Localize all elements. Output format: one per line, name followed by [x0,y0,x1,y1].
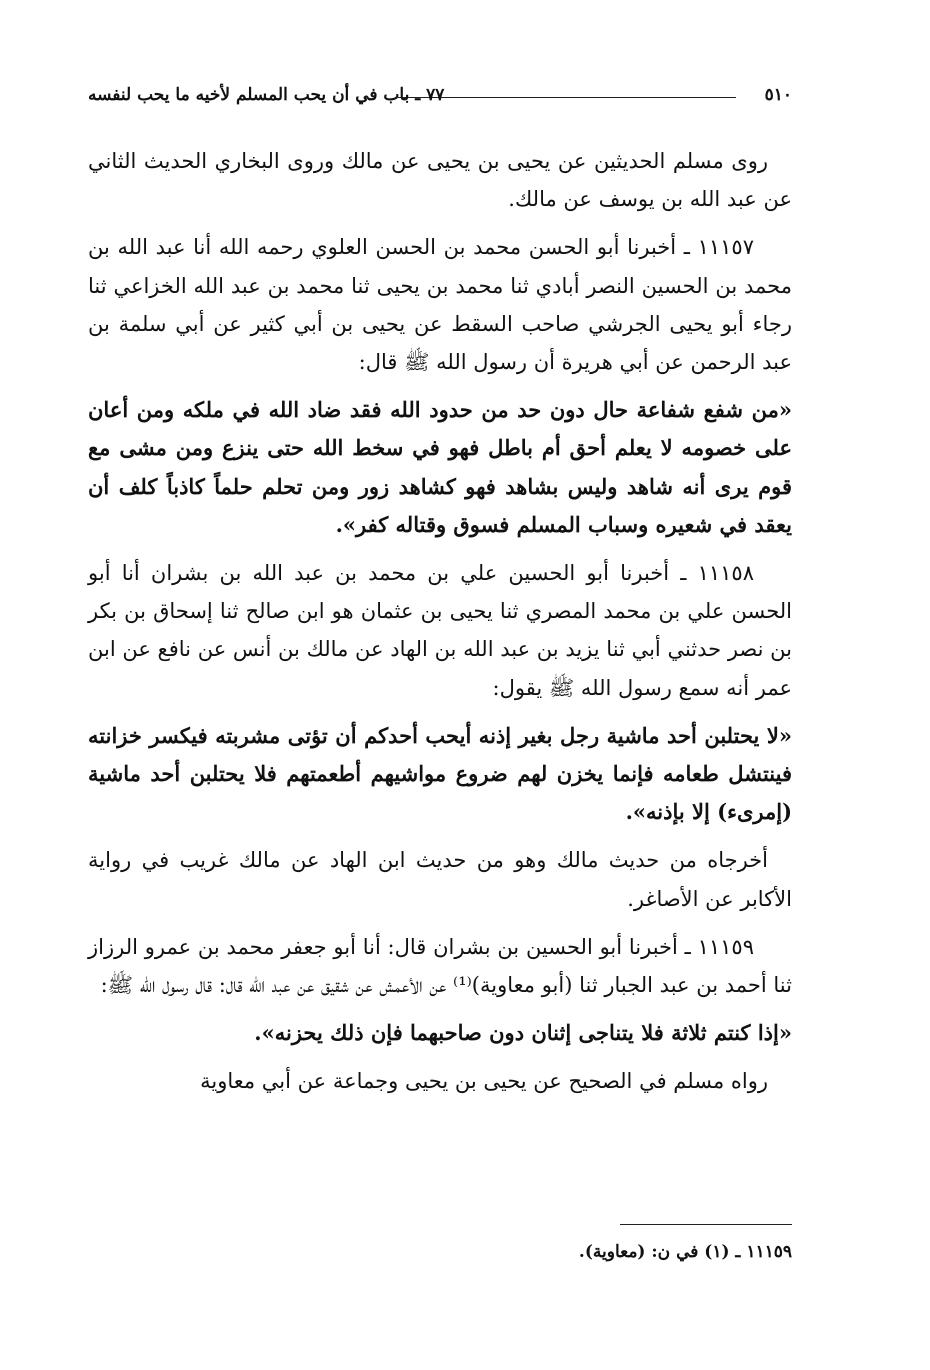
paragraph-quote: «إذا كنتم ثلاثة فلا يتناجى إثنان دون صاحبهما فإن ذلك يحزنه». [254,1020,792,1046]
paragraph-hadith-11157: ١١١٥٧ ـ أخبرنا أبو الحسن محمد بن الحسن العلوي رحمه الله أنا عبد الله بن محمد بن الحسين النصر أبادي ثنا محمد بن يحيى ثنا محمد بن عبد الله الخزاعي ثنا رجاء أبو يحيى الجرشي صاحب السقط عن يحيى بن أبي كثير عن أبي سلمة بن عبد الرحمن عن أبي هريرة أن رسول الله ﷺ قال: [88,235,792,375]
paragraph-hadith-11159: ١١١٥٩ ـ أخبرنا أبو الحسين بن بشران قال: أنا أبو جعفر محمد بن عمرو الرزاز ثنا أحمد بن عبد الجبار ثنا (أبو معاوية)⁽¹⁾ عن الأعمش عن شقيق عن عبد الله قال: قال رسول الله ﷺ: [88,934,792,998]
paragraph-narration: أخرجاه من حديث مالك وهو من حديث ابن الهاد عن مالك غريب في رواية الأكابر عن الأصاغر. [88,848,792,911]
header-rule [398,97,736,98]
footnote: ١١١٥٩ ـ (١) في ن: (معاوية). [578,1242,792,1262]
chapter-title: ٧٧ ـ باب في أن يحب المسلم لأخيه ما يحب لنفسه [88,85,445,105]
page-number: ٥١٠ [764,85,792,105]
paragraph-narration: روى مسلم الحديثين عن يحيى بن يحيى عن مالك وروى البخاري الحديث الثاني عن عبد الله بن يوسف عن مالك. [88,149,792,212]
page-header [88,78,792,112]
paragraph-hadith-11158: ١١١٥٨ ـ أخبرنا أبو الحسين علي بن محمد بن عبد الله بن بشران أنا أبو الحسن علي بن محمد المصري ثنا يحيى بن عثمان هو ابن صالح ثنا إسحاق بن بكر بن نصر حدثني أبي ثنا يزيد بن عبد الله بن الهاد عن مالك بن أنس عن نافع عن ابن عمر أنه سمع رسول الله ﷺ يقول: [88,561,792,700]
document-page [88,78,792,1308]
paragraph-narration: رواه مسلم في الصحيح عن يحيى بن يحيى وجماعة عن أبي معاوية [200,1069,768,1094]
paragraph-quote: «لا يحتلبن أحد ماشية رجل بغير إذنه أيحب أحدكم أن تؤتى مشربته فيكسر خزانته فينتشل طعامه فإنما يخزن لهم ضروع مواشيهم أطعمتهم فلا يحتلبن أحد ماشية (إمرىء) إلا بإذنه». [88,722,792,825]
page-body [88,142,792,1101]
paragraph-quote: «من شفع شفاعة حال دون حد من حدود الله فقد ضاد الله في ملكه ومن أعان على خصومه لا يعلم أحق أم باطل فهو في سخط الله حتى ينزع ومن مشى مع قوم يرى أنه شاهد وليس بشاهد فهو كشاهد زور ومن تحلم حلماً كاذباً كلف أن يعقد في شعيره وسباب المسلم فسوق وقتاله كفر». [88,397,792,537]
footnote-rule [620,1224,792,1225]
